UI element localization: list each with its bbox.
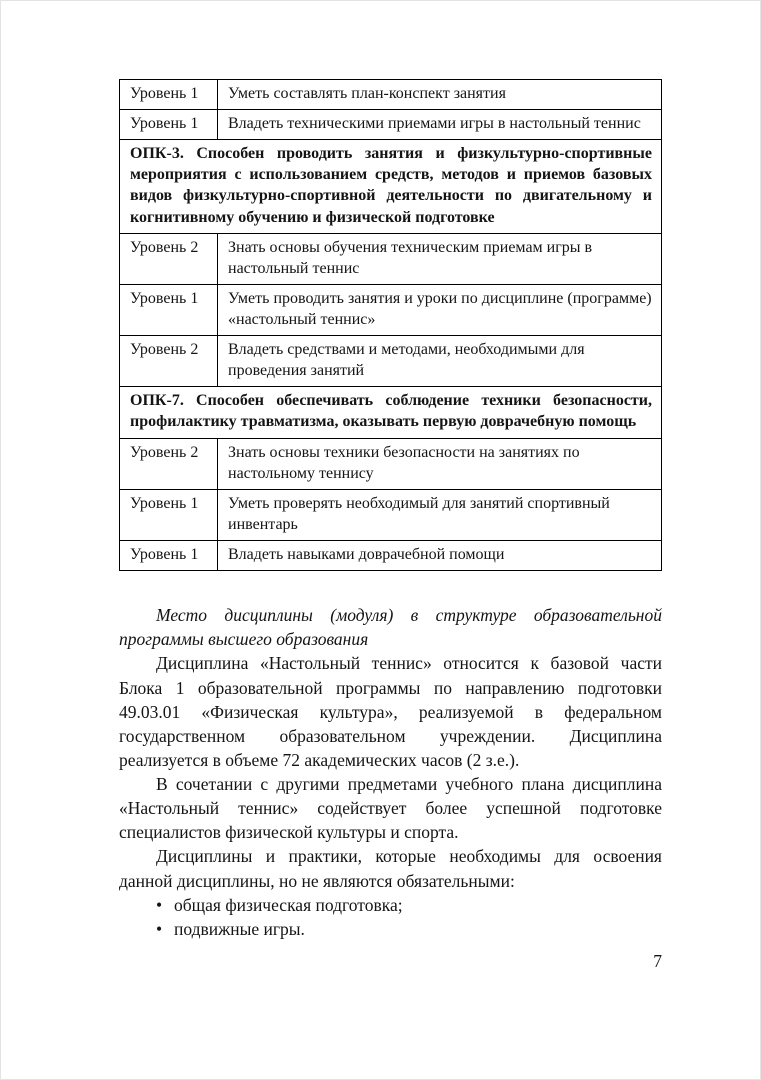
level-cell: Уровень 2 <box>120 336 218 387</box>
description-cell: Владеть средствами и методами, необходимыми для проведения занятий <box>218 336 662 387</box>
list-item <box>119 917 662 941</box>
paragraph: Дисциплина «Настольный теннис» относится к базовой части Блока 1 образовательной программы по направлению подготовки 49.03.01 «Физическая культура», реализуемой в федеральном государственном образовательном учреждении. Дисциплина реализуется в объеме 72 академических часов (2 з.е.). <box>119 653 662 770</box>
paragraph: Дисциплины и практики, которые необходимы для освоения данной дисциплины, но не являются обязательными: <box>119 846 662 891</box>
level-cell: Уровень 1 <box>120 540 218 570</box>
table-row <box>120 540 662 570</box>
table-row <box>120 284 662 335</box>
level-cell: Уровень 2 <box>120 438 218 489</box>
level-cell: Уровень 1 <box>120 80 218 110</box>
page-content <box>119 79 662 941</box>
description-cell: Владеть техническими приемами игры в настольный теннис <box>218 110 662 140</box>
table-row <box>120 110 662 140</box>
description-cell: Владеть навыками доврачебной помощи <box>218 540 662 570</box>
level-cell: Уровень 1 <box>120 110 218 140</box>
section-header-cell: ОПК-3. Способен проводить занятия и физкультурно-спортивные мероприятия с использованием средств, методов и приемов базовых видов физкультурно-спортивной деятельности по двигательному и когнитивному обучению и физической подготовке <box>120 140 662 233</box>
description-cell: Знать основы техники безопасности на занятиях по настольному теннису <box>218 438 662 489</box>
description-cell: Знать основы обучения техническим приемам игры в настольный теннис <box>218 233 662 284</box>
table-row <box>120 438 662 489</box>
bullet-icon: • <box>156 918 163 939</box>
list-item-text: общая физическая подготовка; <box>174 894 403 915</box>
description-cell: Уметь проводить занятия и уроки по дисциплине (программе) «настольный теннис» <box>218 284 662 335</box>
table-row <box>120 80 662 110</box>
table-row <box>120 489 662 540</box>
level-cell: Уровень 2 <box>120 233 218 284</box>
list-item-text: подвижные игры. <box>174 918 305 939</box>
page-number: 7 <box>653 951 662 971</box>
table-section-row <box>120 140 662 233</box>
section-heading-italic: Место дисциплины (модуля) в структуре образовательной программы высшего образования <box>119 605 662 650</box>
description-cell: Уметь проверять необходимый для занятий спортивный инвентарь <box>218 489 662 540</box>
table-section-row <box>120 387 662 438</box>
level-cell: Уровень 1 <box>120 489 218 540</box>
body-text <box>119 603 662 941</box>
table-row <box>120 233 662 284</box>
table-row <box>120 336 662 387</box>
level-cell: Уровень 1 <box>120 284 218 335</box>
list-item <box>119 893 662 917</box>
competency-table <box>119 79 662 571</box>
bullet-icon: • <box>156 894 163 915</box>
description-cell: Уметь составлять план-конспект занятия <box>218 80 662 110</box>
section-header-cell: ОПК-7. Способен обеспечивать соблюдение техники безопасности, профилактику травматизма, оказывать первую доврачебную помощь <box>120 387 662 438</box>
paragraph: В сочетании с другими предметами учебного плана дисциплина «Настольный теннис» содействует более успешной подготовке специалистов физической культуры и спорта. <box>119 774 662 843</box>
